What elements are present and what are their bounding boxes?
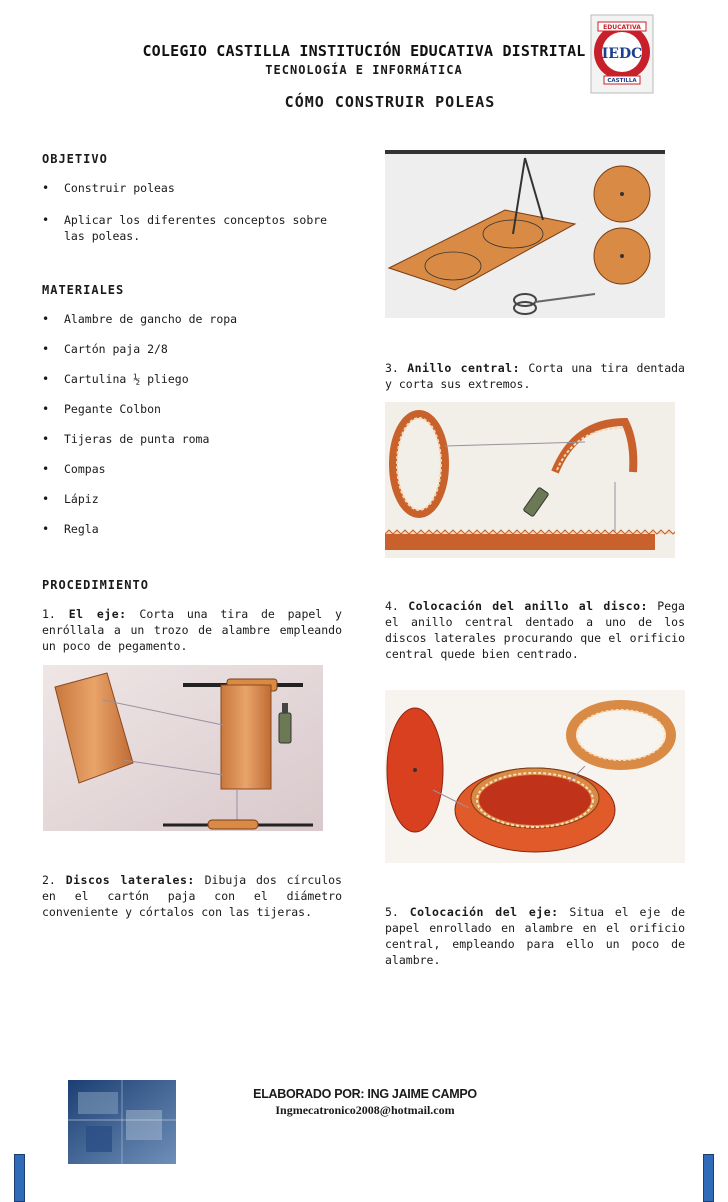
- subject-title: TECNOLOGÍA E INFORMÁTICA: [265, 63, 463, 77]
- step-number: 4.: [385, 599, 399, 613]
- step-title: Discos laterales:: [65, 873, 195, 887]
- step-4: [385, 598, 685, 662]
- step-text: Situa el eje de papel enrollado en alambre en el orificio central, empleando para ello un poco de alambre.: [385, 905, 685, 967]
- ring-on-disc-illustration: [385, 690, 685, 863]
- list-item: • Alambre de gancho de ropa: [42, 311, 332, 327]
- step-text: Pega el anillo central dentado a uno de los discos laterales procurando que el orificio central quede bien centrado.: [385, 599, 685, 661]
- list-item: • Aplicar los diferentes conceptos sobre las poleas.: [42, 212, 332, 244]
- author-email: Ingmecatronico2008@hotmail.com: [275, 1103, 455, 1117]
- step-number: 5.: [385, 905, 399, 919]
- school-name: COLEGIO CASTILLA INSTITUCIÓN EDUCATIVA DISTRITAL: [142, 42, 586, 60]
- circuit-board-image: [68, 1080, 176, 1164]
- step-2: [42, 872, 342, 920]
- procedimiento-heading: PROCEDIMIENTO: [42, 578, 149, 592]
- list-item: • Cartulina ½ pliego: [42, 371, 332, 387]
- step-title: Anillo central:: [407, 361, 521, 375]
- list-item: • Lápiz: [42, 491, 332, 507]
- list-item: • Compas: [42, 461, 332, 477]
- list-item: • Tijeras de punta roma: [42, 431, 332, 447]
- toothed-ring-illustration: [385, 402, 675, 558]
- step-title: El eje:: [68, 607, 127, 621]
- list-item: • Cartón paja 2/8: [42, 341, 332, 357]
- logo-bottom-text: CASTILLA: [607, 78, 637, 84]
- step-5: [385, 904, 685, 968]
- right-decorative-bar: [703, 1154, 714, 1202]
- step-1: [42, 606, 342, 654]
- objetivo-heading: OBJETIVO: [42, 152, 108, 166]
- logo-letters: IEDC: [601, 46, 643, 62]
- author-credit: ELABORADO POR: ING JAIME CAMPO: [253, 1087, 477, 1101]
- materiales-list: [42, 311, 332, 551]
- step-title: Colocación del anillo al disco:: [408, 599, 648, 613]
- list-item: • Construir poleas: [42, 180, 332, 196]
- logo-top-text: EDUCATIVA: [603, 24, 641, 31]
- step-text: Dibuja dos círculos en el cartón paja con el diámetro conveniente y córtalos con las tijeras.: [42, 873, 342, 919]
- step-number: 2.: [42, 873, 56, 887]
- step-text: Corta una tira de papel y enróllala a un trozo de alambre empleando un poco de pegamento.: [42, 607, 342, 653]
- discs-illustration: [385, 150, 665, 318]
- step-number: 1.: [42, 607, 56, 621]
- objetivo-list: [42, 180, 332, 260]
- page-title: CÓMO CONSTRUIR POLEAS: [284, 93, 496, 111]
- left-decorative-bar: [14, 1154, 25, 1202]
- school-logo: [590, 14, 654, 94]
- list-item: • Pegante Colbon: [42, 401, 332, 417]
- axle-illustration: [43, 665, 323, 831]
- step-3: [385, 360, 685, 392]
- step-title: Colocación del eje:: [409, 905, 559, 919]
- list-item: • Regla: [42, 521, 332, 537]
- step-text: Corta una tira dentada y corta sus extremos.: [385, 361, 685, 391]
- step-number: 3.: [385, 361, 399, 375]
- materiales-heading: MATERIALES: [42, 283, 125, 297]
